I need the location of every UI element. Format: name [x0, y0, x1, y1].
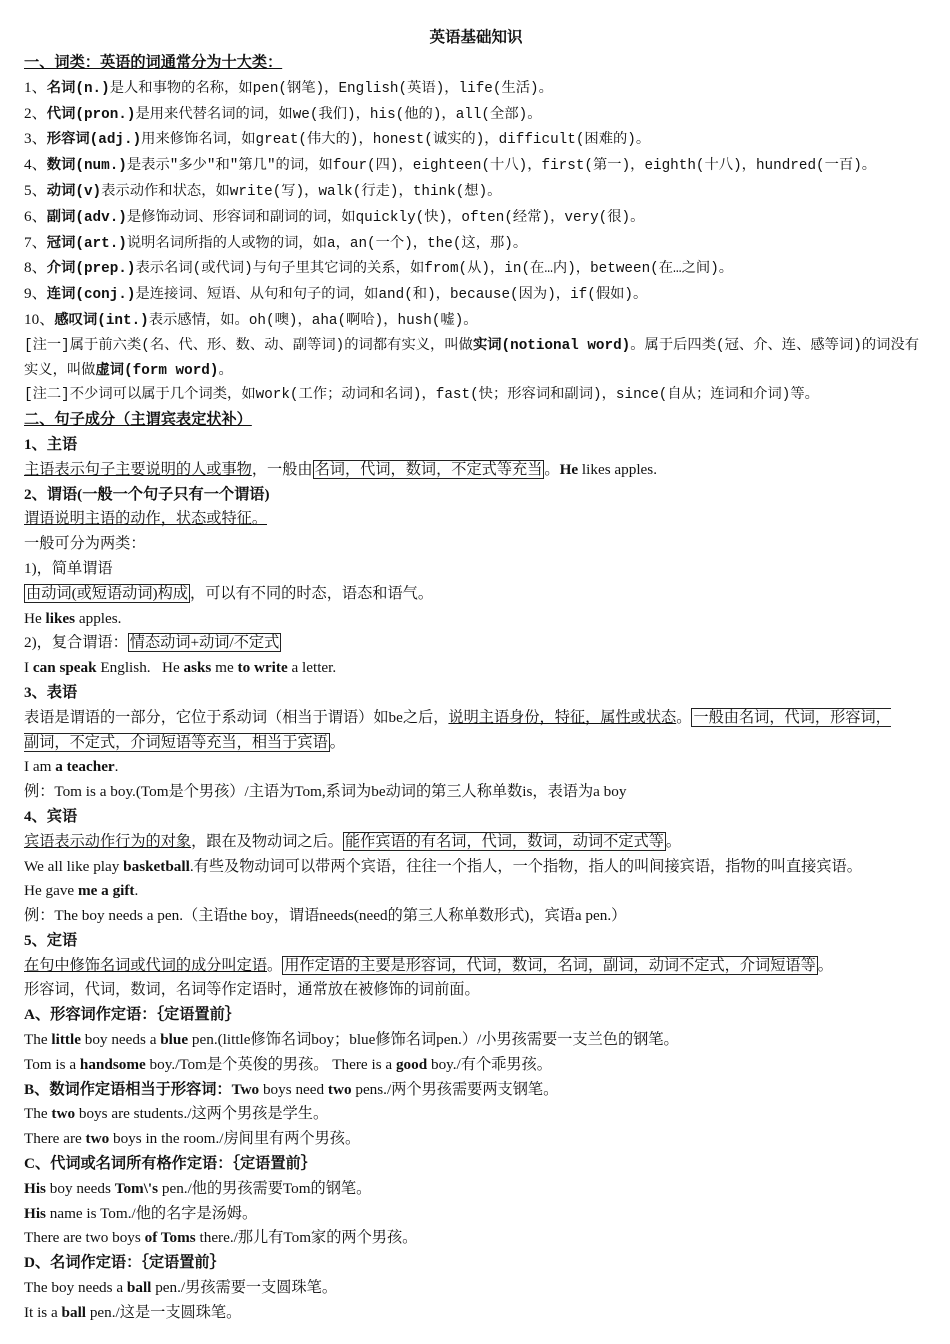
example-sentence: The boy needs a ball pen./男孩需要一支圆珠笔。 — [24, 1279, 338, 1297]
simple-predicate-rule: 由动词(或短语动词)构成 ，可以有不同的时态，语态和语气。 — [26, 584, 433, 602]
attributive-definition: 在句中修饰名词或代词的成分叫定语。 用作定语的主要是形容词，代词，数词，名词，副词，动词不定式，介词短语等 。 — [24, 956, 833, 974]
word-class-item: 2、代词(pron.)是用来代替名词的词，如we(我们)，his(他的)，all(全部)。 — [24, 104, 542, 123]
subsection-heading-predicate: 2、谓语(一般一个句子只有一个谓语) — [24, 485, 270, 503]
word-class-item: 4、数词(num.)是表示"多少"和"第几"的词，如four(四)，eighteen(十八)，first(第一)，eighth(十八)，hundred(一百)。 — [24, 156, 877, 175]
note-one: [注一]属于前六类(名、代、形、数、动、副等词)的词都有实义，叫做实词(notional word)。属于后四类(冠、介、连、感等词)的词没有实义，叫做虚词(form word)。 — [24, 337, 920, 379]
attributive-heading-pronoun: C、代词或名词所有格作定语：｛定语置前｝ — [24, 1155, 316, 1173]
word-class-item: 9、连词(conj.)是连接词、短语、从句和句子的词，如and(和)，because(因为)，if(假如)。 — [24, 285, 648, 304]
section-heading-sentence-parts: 二、句子成分（主谓宾表定状补） — [24, 411, 252, 429]
example-sentence: His name is Tom./他的名字是汤姆。 — [24, 1204, 258, 1222]
example-sentence: He gave me a gift. — [24, 882, 139, 900]
predicate-definition: 谓语说明主语的动作，状态或特征。 — [24, 510, 267, 528]
attributive-heading-noun: D、名词作定语：｛定语置前｝ — [24, 1254, 225, 1272]
simple-predicate-label: 1)，简单谓语 — [24, 559, 113, 577]
subject-definition: 主语表示句子主要说明的人或事物，一般由 名词，代词，数词，不定式等充当 。He likes apples. — [24, 460, 657, 478]
example-sentence: It is a ball pen./这是一支圆珠笔。 — [24, 1303, 242, 1321]
example-sentence: I am a teacher. — [24, 758, 119, 776]
attributive-position-note: 形容词，代词，数词，名词等作定语时，通常放在被修饰的词前面。 — [24, 981, 480, 999]
object-explanation: We all like play basketball.有些及物动词可以带两个宾语，往往一个指人，一个指物，指人的叫间接宾语，指物的叫直接宾语。 — [24, 857, 862, 875]
predicative-definition-cont: 副词，不定式，介词短语等充当，相当于宾语 。 — [24, 733, 345, 751]
document-title: 英语基础知识 — [429, 29, 523, 46]
predicative-definition: 表语是谓语的一部分，它位于系动词（相当于谓语）如be之后，说明主语身份，特征，属性或状态。 一般由名词，代词，形容词， — [24, 708, 891, 726]
subsection-heading-subject: 1、主语 — [24, 435, 78, 453]
subsection-heading-object: 4、宾语 — [24, 807, 78, 825]
example-sentence: He likes apples. — [24, 609, 122, 627]
example-sentence: His boy needs Tom\'s pen./他的男孩需要Tom的钢笔。 — [24, 1179, 372, 1197]
word-class-item: 10、感叹词(int.)表示感情，如。oh(噢)，aha(啊哈)，hush(嘘)。 — [24, 310, 478, 329]
word-class-item: 6、副词(adv.)是修饰动词、形容词和副词的词，如quickly(快)，often(经常)，very(很)。 — [24, 207, 645, 226]
word-class-item: 1、名词(n.)是人和事物的名称，如pen(钢笔)，English(英语)，life(生活)。 — [24, 78, 553, 97]
attributive-heading-numeral: B、数词作定语相当于形容词：Two boys need two pens./两个男孩需要两支钢笔。 — [24, 1080, 559, 1098]
attributive-heading-adjective: A、形容词作定语：｛定语置前｝ — [24, 1006, 240, 1024]
note-two: [注二]不少词可以属于几个词类，如work(工作；动词和名词)，fast(快；形容词和副词)，since(自从；连词和介词)等。 — [24, 387, 819, 404]
word-class-item: 7、冠词(art.)说明名词所指的人或物的词，如a，an(一个)，the(这，那)。 — [24, 233, 528, 252]
word-class-item: 5、动词(v)表示动作和状态，如write(写)，walk(行走)，think(想)。 — [24, 181, 502, 200]
example-sentence: The two boys are students./这两个男孩是学生。 — [24, 1105, 329, 1123]
compound-predicate-rule: 2)，复合谓语： 情态动词+动词/不定式 — [24, 634, 280, 652]
object-definition: 宾语表示动作行为的对象，跟在及物动词之后。 能作宾语的有名词，代词，数词，动词不定式等 。 — [24, 832, 682, 850]
example-sentence: Tom is a handsome boy./Tom是个英俊的男孩。 There is a good boy./有个乖男孩。 — [24, 1055, 552, 1073]
predicate-types-intro: 一般可分为两类： — [24, 535, 146, 553]
subsection-heading-predicative: 3、表语 — [24, 683, 78, 701]
section-heading-word-classes: 一、词类：英语的词通常分为十大类： — [24, 54, 283, 71]
word-class-item: 8、介词(prep.)表示名词(或代词)与句子里其它词的关系，如from(从)，in(在…内)，between(在…之间)。 — [24, 259, 734, 278]
example-sentence: I can speak English. He asks me to write a letter. — [24, 659, 337, 677]
example-sentence: 例：The boy needs a pen.（主语the boy，谓语needs(need的第三人称单数形式)，宾语a pen.） — [24, 907, 627, 925]
example-sentence: The little boy needs a blue pen.(little修饰名词boy；blue修饰名词pen.）/小男孩需要一支兰色的钢笔。 — [24, 1031, 679, 1049]
example-sentence: 例：Tom is a boy.(Tom是个男孩）/主语为Tom,系词为be动词的第三人称单数is，表语为a boy — [24, 783, 627, 801]
subsection-heading-attributive: 5、定语 — [24, 931, 78, 949]
example-sentence: There are two boys of Toms there./那儿有Tom家的两个男孩。 — [24, 1229, 418, 1247]
example-sentence: There are two boys in the room./房间里有两个男孩。 — [24, 1130, 361, 1148]
word-class-item: 3、形容词(adj.)用来修饰名词，如great(伟大的)，honest(诚实的)，difficult(困难的)。 — [24, 130, 651, 149]
